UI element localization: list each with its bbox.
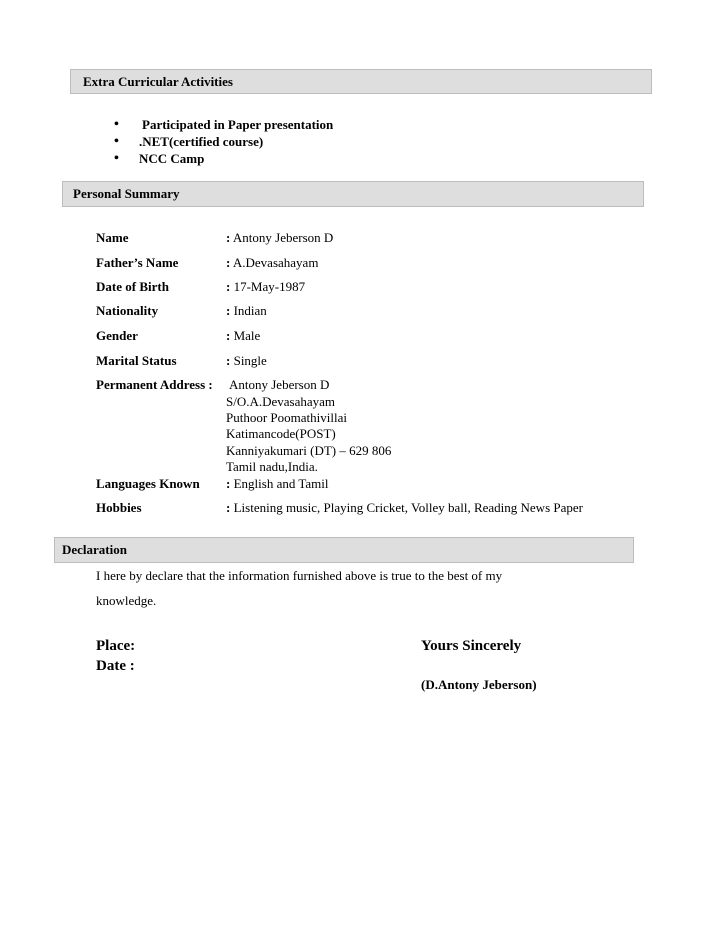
declaration-title: Declaration <box>62 542 127 557</box>
extra-curricular-title: Extra Curricular Activities <box>83 73 233 89</box>
declaration-text: knowledge. <box>96 593 157 608</box>
field-label: Name <box>96 230 129 245</box>
address-line: Antony Jeberson D <box>229 377 330 392</box>
field-value: : Listening music, Playing Cricket, Volley ball, Reading News Paper <box>226 500 583 515</box>
field-label: Date of Birth <box>96 279 169 294</box>
field-value: : Male <box>226 328 261 343</box>
place-label: Place: <box>96 638 136 654</box>
field-label: Father’s Name <box>96 255 179 270</box>
date-label: Date : <box>96 658 135 674</box>
bullet-icon: • <box>114 151 119 166</box>
field-label: Marital Status <box>96 353 177 368</box>
field-value: : A.Devasahayam <box>226 255 319 270</box>
extra-curricular-list <box>114 116 333 167</box>
address-line: Kanniyakumari (DT) – 629 806 <box>226 443 392 458</box>
list-item: • Participated in Paper presentation <box>114 117 334 132</box>
address-line: Tamil nadu,India. <box>226 459 318 474</box>
field-value: : Antony Jeberson D <box>226 230 334 245</box>
signature-name: (D.Antony Jeberson) <box>421 677 537 692</box>
field-value: : 17-May-1987 <box>226 279 306 294</box>
address-line: Puthoor Poomathivillai <box>226 410 347 425</box>
address-line: S/O.A.Devasahayam <box>226 394 336 409</box>
address-label: Permanent Address : <box>96 377 213 392</box>
bullet-icon: • <box>114 117 119 132</box>
list-item: • NCC Camp <box>114 151 205 166</box>
field-label: Languages Known <box>96 476 200 491</box>
personal-summary-header <box>62 181 644 207</box>
field-label: Hobbies <box>96 500 142 515</box>
list-item: • .NET(certified course) <box>114 134 264 149</box>
field-label: Gender <box>96 328 138 343</box>
address-line: Katimancode(POST) <box>226 426 336 441</box>
declaration-text: I here by declare that the information furnished above is true to the best of my <box>96 568 503 583</box>
personal-summary-title: Personal Summary <box>73 186 180 201</box>
bullet-icon: • <box>114 134 119 149</box>
extra-curricular-header <box>70 69 652 94</box>
field-value: : Single <box>226 353 267 368</box>
field-label: Nationality <box>96 303 159 318</box>
declaration-header <box>54 537 634 563</box>
field-value: : Indian <box>226 303 267 318</box>
closing-text: Yours Sincerely <box>421 638 522 654</box>
field-value: : English and Tamil <box>226 476 329 491</box>
